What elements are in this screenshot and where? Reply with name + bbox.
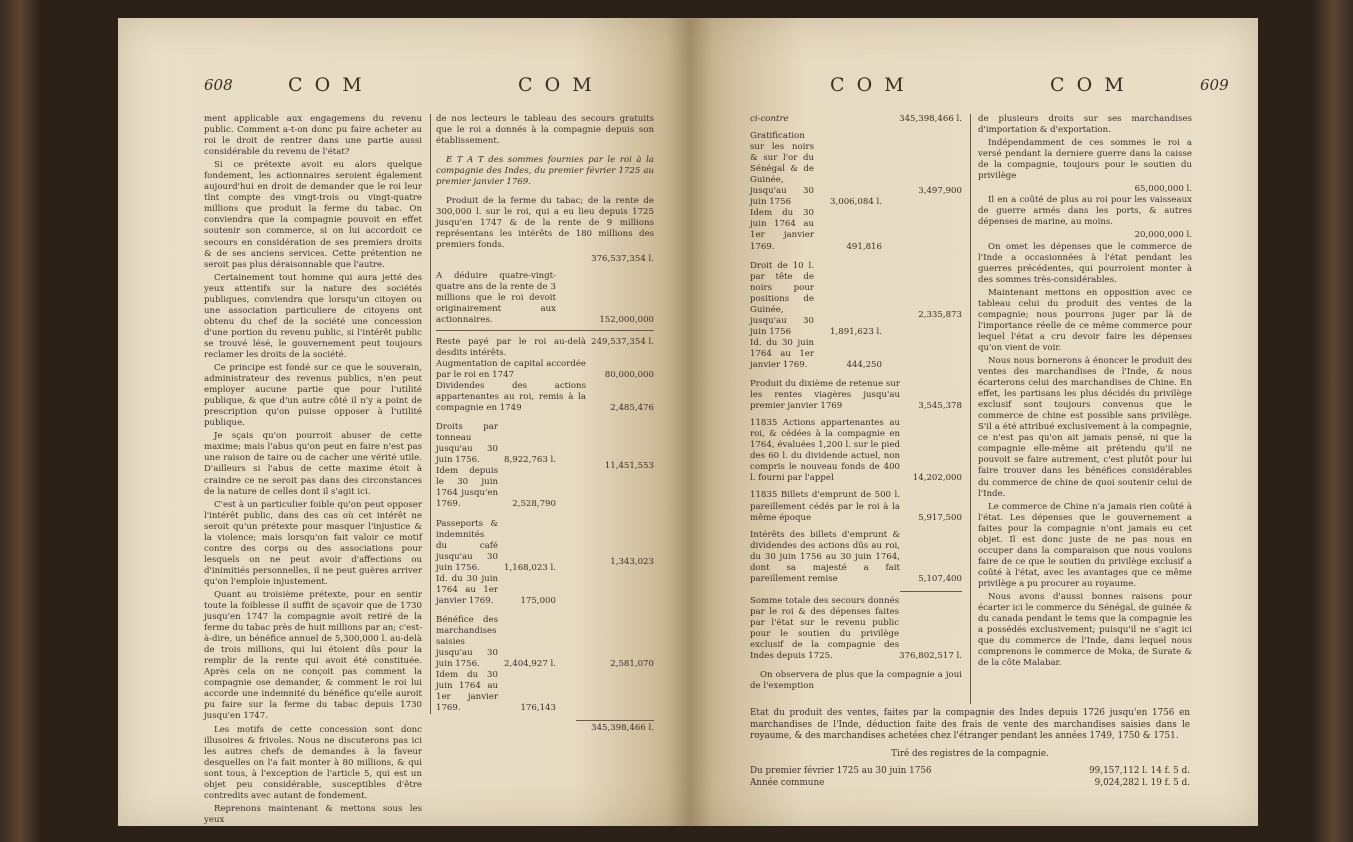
row-label: Gratification sur les noirs & sur l'or du Sénégal & de Guinée, jusqu'au 30 juin 1756 bbox=[750, 131, 814, 208]
row-amount: 1,343,023 bbox=[610, 557, 654, 568]
row-label: Augmentation de capital accordée par le roi en 1747 bbox=[436, 358, 586, 380]
paragraph: Si ce prétexte avoit eu alors quelque fondement, les actionnaires seroient également aujourd'hui en droit de demander que le roi leur tînt compte des vingt-trois ou vingt-quatre millions que produit la ferme du tabac. On conviendra que la compagnie pouvoit en effet soutenir son commerce, si on lui accordoit ce secours en considération de ses premiers droits & de ses anciens services. Cette prétention ne seroit pas plus déraisonnable que l'autre. bbox=[204, 160, 422, 270]
row-label: Intérêts des billets d'emprunt & dividendes des actions dûs au roi, du 30 juin 1756 au 30 juin 1764, dont sa majesté a fait pareillement remise bbox=[750, 529, 900, 584]
bottom-source: Tiré des registres de la compagnie. bbox=[891, 748, 1049, 759]
table-total: 376,802,517 l. bbox=[899, 651, 962, 662]
row-label: Année commune bbox=[750, 777, 825, 788]
paragraph: Il en a coûté de plus au roi pour les vaisseaux de guerre armés dans les ports, & autres dépenses de marine, au moins. bbox=[978, 195, 1192, 228]
paragraph: Quant au troisième prétexte, pour en sentir toute la foiblesse il suffit de sçavoir que de 1730 jusqu'en 1747 la compagnie avoit retiré de la ferme du tabac près de huit millions par an; c'est-à-dire, un bénéfice annuel de 5,300,000 l. au-delà de trois millions, qui lui étoient dûs pour la remplir de la rente qui avoit été constituée. Après cela on ne conçoit pas comment la compagnie ose demander, & comment le roi lui accorde une indemnité du bénéfice qu'elle auroit pu faire sur la ferme du tabac depuis 1730 jusqu'en 1747. bbox=[204, 589, 422, 722]
row-amount: 65,000,000 l. bbox=[1134, 184, 1192, 195]
row-label: Idem du 30 juin 1764 au 1er janvier 1769. bbox=[750, 208, 814, 252]
bottom-table bbox=[750, 708, 1190, 789]
row-label: Somme totale des secours donnés par le roi & des dépenses faites par l'état sur le revenu public pour le soutien du privilège exclusif de la compagnie des Indes depuis 1725. bbox=[750, 595, 900, 662]
row-label: Droit de 10 l. par tête de noirs pour positions de Guinée, jusqu'au 30 juin 1756 bbox=[750, 260, 814, 337]
row-label: 11835 Billets d'emprunt de 500 l. pareillement cédés par le roi à la même époque bbox=[750, 490, 900, 523]
table-column-1 bbox=[750, 114, 962, 694]
row-amount: 99,157,112 l. 14 f. 5 d. bbox=[1089, 766, 1190, 776]
row-label: A déduire quatre-vingt-quatre ans de la rente de 3 millions que le roi devoit originairement aux actionnaires. bbox=[436, 270, 556, 325]
row-amount: 11,451,553 bbox=[604, 460, 654, 471]
running-head: C O M bbox=[830, 74, 907, 96]
paragraph: On observera de plus que la compagnie a joui de l'exemption bbox=[750, 670, 962, 692]
row-label: Id. du 30 juin 1764 au 1er janvier 1769. bbox=[436, 573, 498, 606]
row-label: Du premier février 1725 au 30 juin 1756 bbox=[750, 766, 932, 776]
paragraph: Nous nous bornerons à énoncer le produit des ventes des marchandises de l'Inde, & nous écarterons celui des marchandises de Chine. En effet, les partisans les plus décidés du privilège exclusif sont toujours convenus que le commerce de chine est possible sans privilège. S'il a été attribué exclusivement à la compagnie, ce n'est pas qu'on ait jamais pensé, ni que la compagnie elle-même ait prétendu qu'il ne pouvoit se faire autrement, c'est plutôt pour lui faire trouver dans les bénéfices considérables du commerce de chine de quoi soutenir celui de l'Inde. bbox=[978, 355, 1192, 499]
paragraph: ment applicable aux engagemens du revenu public. Comment a-t-on donc pu faire acheter au roi le droit de rentrer dans une partie aussi considérable du revenu de l'état? bbox=[204, 114, 422, 158]
paragraph: Le commerce de Chine n'a jamais rien coûté à l'état. Les dépenses que le gouvernement a faites pour la compagnie n'ont jamais eu cet objet. Il est donc juste de ne pas nous en occuper dans la comparaison que nous voulons faire de ce que le soutien du privilège exclusif a coûté à l'état, avec les avantages que ce même privilège a pu procurer au royaume. bbox=[978, 501, 1192, 589]
row-amount: 20,000,000 l. bbox=[1134, 230, 1192, 241]
row-amount: 444,250 bbox=[846, 359, 882, 370]
row-amount: 80,000,000 bbox=[604, 369, 654, 380]
running-head: C O M bbox=[1050, 74, 1127, 96]
left-page bbox=[118, 18, 690, 826]
paragraph: Reprenons maintenant & mettons sous les yeux bbox=[204, 803, 422, 825]
row-amount: 175,000 bbox=[520, 595, 556, 606]
row-amount: 3,545,378 bbox=[918, 401, 962, 412]
row-label: Dividendes des actions appartenantes au roi, remis à la compagnie en 1749 bbox=[436, 380, 586, 414]
column-rule bbox=[430, 114, 431, 714]
row-amount: 2,485,476 bbox=[610, 403, 654, 414]
row-amount: 1,891,623 l. bbox=[830, 326, 882, 337]
intro-text: de nos lecteurs le tableau des secours gratuits que le roi a donnés à la compagnie depuis son établissement. bbox=[436, 114, 654, 147]
row-amount: 2,528,790 bbox=[512, 499, 556, 510]
row-amount: 152,000,000 bbox=[599, 314, 654, 325]
row-amount: 8,922,763 l. bbox=[504, 455, 556, 466]
row-label: Id. du 30 juin 1764 au 1er janvier 1769. bbox=[750, 337, 814, 370]
row-label: Passeports & indemnités du café jusqu'au 30 juin 1756. bbox=[436, 518, 498, 573]
paragraph: C'est à un particulier foible qu'on peut opposer l'intérêt public, dans des cas où cet intérêt ne seroit qu'un prétexte pour masquer l'injustice & la violence; mais lorsqu'on fait valoir ce motif contre des corps ou des associations pour lesquels on ne peut avoir d'affections ou d'inimitiés personnelles, il ne peut guères arriver qu'on l'emploie injustement. bbox=[204, 499, 422, 587]
row-amount: 5,917,500 bbox=[918, 512, 962, 523]
paragraph: Certainement tout homme qui aura jetté des yeux attentifs sur la nature des sociétés publiques, conviendra que lorsqu'un citoyen ou une association particuliere de citoyens ont obtenu du chef de la société une concession d'une portion du revenu public, si l'intérêt public se trouvé lésé, le gouvernement peut toujours reclamer les droits de la société. bbox=[204, 272, 422, 360]
table-title: E T A T des sommes fournies par le roi à la compagnie des Indes, du premier février 1725 au premier janvier 1769. bbox=[436, 155, 654, 188]
column-rule bbox=[970, 114, 971, 704]
running-head: C O M bbox=[518, 74, 595, 96]
row-amount: 176,143 bbox=[520, 703, 556, 714]
row-label: Bénéfice des marchandises saisies jusqu'au 30 juin 1756. bbox=[436, 614, 498, 670]
row-amount: 491,816 bbox=[846, 241, 882, 252]
paragraph: Maintenant mettons en opposition avec ce tableau celui du produit des ventes de la compagnie; nous pourrons juger par là de l'importance réelle de ce même commerce pour lequel l'état a cru devoir faire les dépenses qu'on vient de voir. bbox=[978, 287, 1192, 353]
row-amount: 376,537,354 l. bbox=[591, 253, 654, 264]
row-amount: 345,398,466 l. bbox=[899, 114, 962, 124]
row-amount: 3,497,900 bbox=[918, 186, 962, 197]
paragraph: Ce principe est fondé sur ce que le souverain, administrateur des revenus publics, n'en peut employer aucune partie que pour l'utilité publique, & que d'un autre côté il n'y a point de prescription qu'on puisse opposer à l'utilité publique. bbox=[204, 363, 422, 429]
row-amount: 3,006,084 l. bbox=[830, 197, 882, 208]
row-amount: 2,404,927 l. bbox=[504, 659, 556, 670]
table-column-2 bbox=[436, 114, 654, 734]
row-amount: 1,168,023 l. bbox=[504, 562, 556, 573]
text-column-1 bbox=[204, 114, 422, 828]
right-page bbox=[690, 18, 1258, 826]
page-number: 609 bbox=[1200, 76, 1229, 94]
row-label: Droits par tonneau jusqu'au 30 juin 1756. bbox=[436, 422, 498, 466]
row-amount: 14,202,000 bbox=[912, 473, 962, 484]
row-label: Idem depuis le 30 juin 1764 jusqu'en 1769. bbox=[436, 466, 498, 510]
row-amount: 5,107,400 bbox=[918, 573, 962, 584]
row-amount: 9,024,282 l. 19 f. 5 d. bbox=[1094, 777, 1190, 788]
text-column-2 bbox=[978, 114, 1192, 671]
row-label: 11835 Actions appartenantes au roi, & cédées à la compagnie en 1764, évaluées 1,200 l. sur le pied des 60 l. du dividende actuel, non compris le nouveau fonds de 400 l. fourni par l'appel bbox=[750, 418, 900, 484]
page-number: 608 bbox=[204, 76, 233, 94]
row-label: ci-contre bbox=[750, 114, 789, 124]
row-amount: 249,537,354 l. bbox=[591, 336, 654, 347]
table-total: 345,398,466 l. bbox=[591, 723, 654, 734]
row-label: Produit du dixième de retenue sur les rentes viagères jusqu'au premier janvier 1769 bbox=[750, 379, 900, 412]
row-amount: 2,581,070 bbox=[610, 659, 654, 670]
row-amount: 2,335,873 bbox=[918, 310, 962, 321]
bottom-title: Etat du produit des ventes, faites par la compagnie des Indes depuis 1726 jusqu'en 1756 en marchandises de l'Inde, déduction faite des frais de vente des marchandises saisies dans le royaume, & des marchandises achetées chez l'étranger pendant les années 1749, 1750 & 1751. bbox=[750, 708, 1190, 741]
paragraph: Indépendamment de ces sommes le roi a versé pendant la derniere guerre dans la caisse de la compagnie, toujours pour le soutien du privilège bbox=[978, 138, 1192, 182]
row-label: Reste payé par le roi au-delà desdits intérêts. bbox=[436, 336, 586, 358]
running-head: C O M bbox=[288, 74, 365, 96]
paragraph: On omet les dépenses que le commerce de l'Inde a occasionnées à l'état pendant les guerres précédentes, qui pourroient monter à des sommes très-considérables. bbox=[978, 241, 1192, 285]
row-label: Idem du 30 juin 1764 au 1er janvier 1769. bbox=[436, 670, 498, 714]
paragraph: Nous avons d'aussi bonnes raisons pour écarter ici le commerce du Sénégal, de guinée & du canada pendant le tems que la compagnie les a possédés exclusivement; puisqu'il ne s'agit ici que du commerce de l'Inde, dans lequel nous comprenons le commerce de Moka, de Surate & de la côte Malabar. bbox=[978, 591, 1192, 669]
paragraph: Les motifs de cette concession sont donc illusoires & frivoles. Nous ne discuterons pas ici les autres chefs de demandes à la faveur desquelles on l'a fait monter à 80 millions, & qui sont tous, à l'exception de l'article 5, qui est un objet peu considérable, susceptibles d'être contredits avec autant de fondement. bbox=[204, 724, 422, 801]
paragraph: Je sçais qu'on pourroit abuser de cette maxime; mais l'abus qu'on peut en faire n'est pas une raison de taire ou de cacher une vérité utile. D'ailleurs si l'abus de cette maxime étoit à craindre ce ne seroit pas dans des circonstances de la nature de celles dont il s'agit ici. bbox=[204, 431, 422, 497]
paragraph: de plusieurs droits sur ses marchandises d'importation & d'exportation. bbox=[978, 114, 1192, 136]
row-label: Produit de la ferme du tabac; de la rente de 300,000 l. sur le roi, qui a eu lieu depuis 1725 jusqu'en 1747 & de la rente de 9 millions représentans les intérêts de 180 millions des premiers fonds. bbox=[436, 196, 654, 251]
